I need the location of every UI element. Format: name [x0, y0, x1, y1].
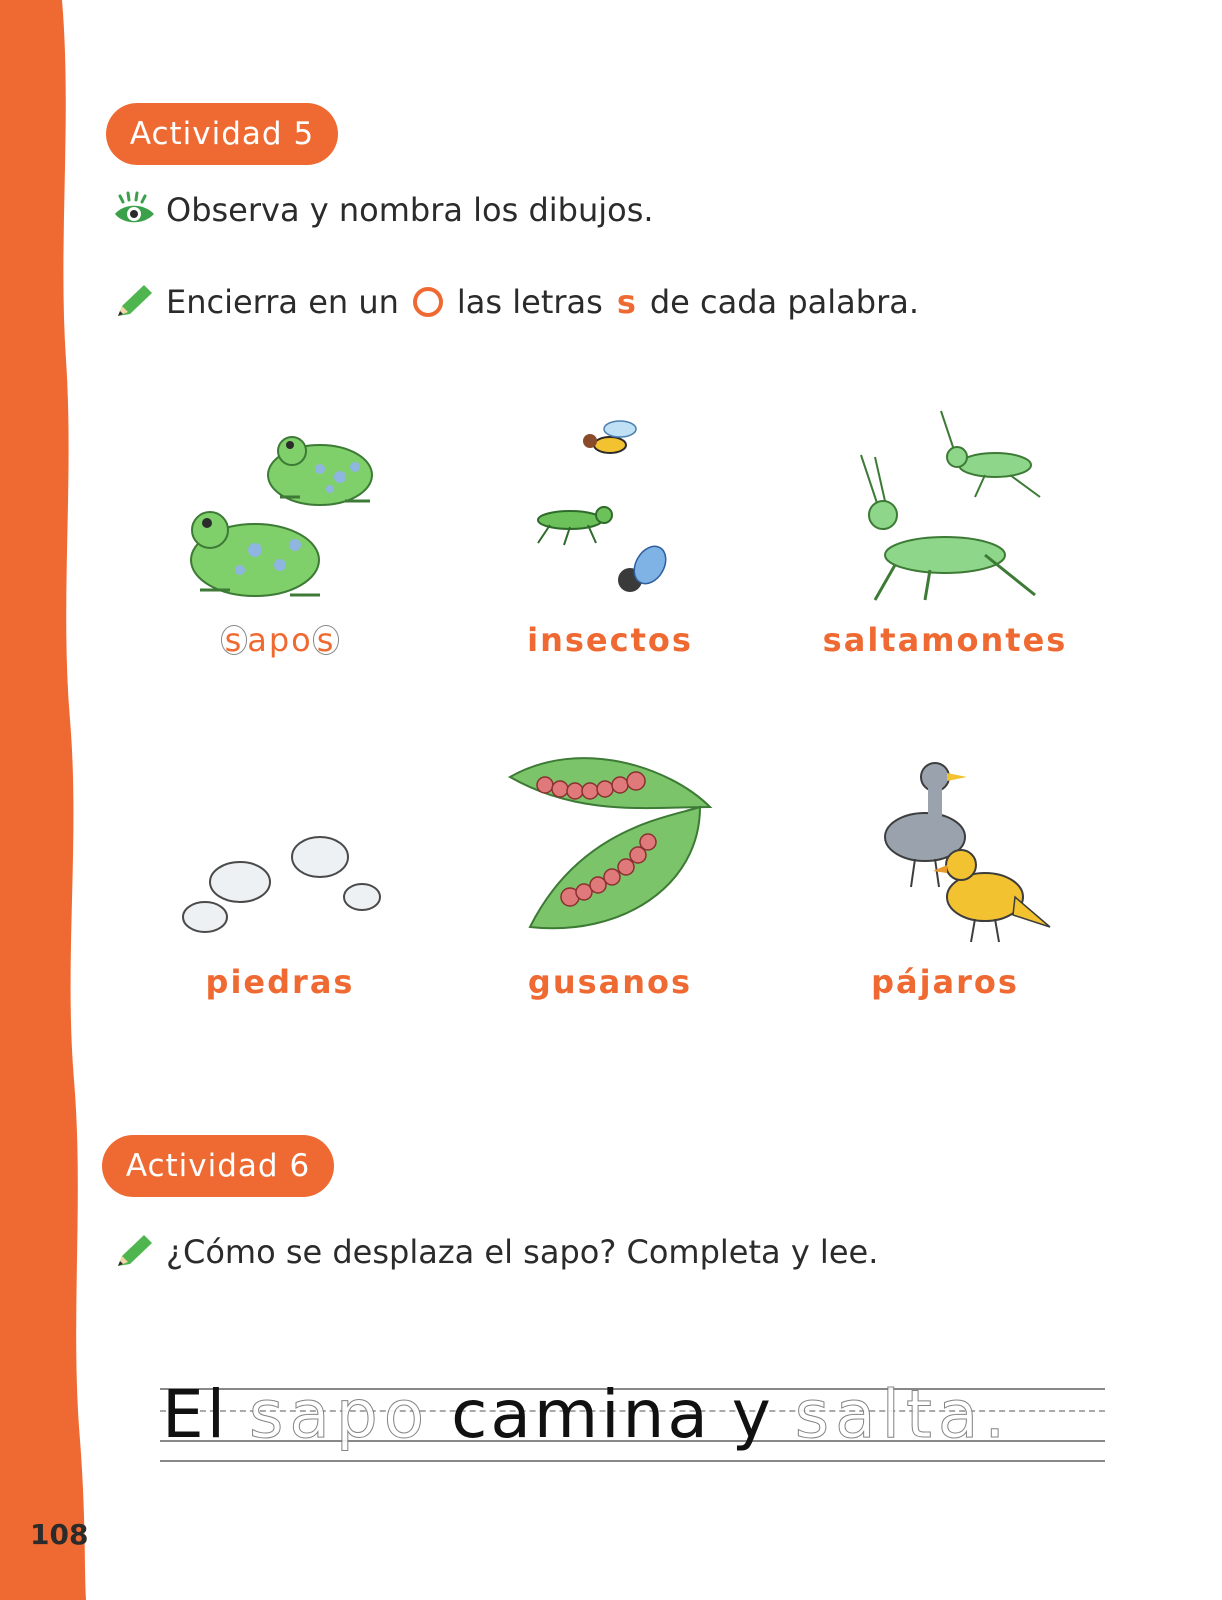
- activity-6-badge: Actividad 6: [102, 1135, 334, 1197]
- letter-s: s: [616, 283, 636, 321]
- instruction-observe: [112, 190, 654, 230]
- pencil-icon: [112, 1232, 158, 1272]
- item-pajaros: [795, 747, 1095, 1001]
- item-piedras: [130, 747, 430, 1001]
- grasshoppers-picture: [835, 405, 1055, 615]
- instruction-circle-mid: las letras: [456, 283, 603, 321]
- eye-icon: [112, 190, 158, 230]
- sentence: [162, 1378, 1011, 1468]
- side-band: [0, 0, 110, 1600]
- instruction-circle-pre: Encierra en un: [166, 283, 399, 321]
- insects-picture: [500, 405, 720, 615]
- word-y: y: [731, 1376, 774, 1453]
- item-gusanos: [460, 747, 760, 1001]
- stones-picture: [170, 747, 390, 957]
- word-gusanos: gusanos: [527, 963, 693, 1001]
- word-insectos: insectos: [527, 621, 693, 659]
- word-sapos: [130, 621, 430, 659]
- instruction-circle: [112, 282, 919, 322]
- worms-picture: [500, 747, 720, 957]
- page-number: 108: [30, 1518, 89, 1551]
- item-saltamontes: [795, 405, 1095, 659]
- birds-picture: [835, 747, 1055, 957]
- pencil-icon: [112, 282, 158, 322]
- word-camina: camina: [451, 1376, 711, 1453]
- item-insectos: [460, 405, 760, 659]
- circled-s-first: s: [221, 625, 248, 655]
- instruction-complete: [112, 1232, 878, 1272]
- word-pajaros: pájaros: [871, 963, 1019, 1001]
- instruction-observe-text: Observa y nombra los dibujos.: [166, 191, 654, 229]
- word-el: El: [162, 1376, 229, 1453]
- frogs-picture: [170, 405, 390, 615]
- activity-5-badge: Actividad 5: [106, 103, 338, 165]
- circle-symbol: [413, 287, 443, 317]
- word-saltamontes: saltamontes: [822, 621, 1068, 659]
- instruction-complete-text: ¿Cómo se desplaza el sapo? Completa y lee.: [166, 1233, 879, 1271]
- trace-salta[interactable]: salta.: [794, 1376, 1012, 1453]
- item-sapos: [130, 405, 430, 659]
- instruction-circle-post: de cada palabra.: [649, 283, 919, 321]
- trace-sapo[interactable]: sapo: [249, 1376, 431, 1453]
- word-sapos-middle: apo: [247, 621, 313, 659]
- circled-s-last: s: [313, 625, 340, 655]
- word-piedras: piedras: [205, 963, 355, 1001]
- writing-lines: [160, 1378, 1105, 1468]
